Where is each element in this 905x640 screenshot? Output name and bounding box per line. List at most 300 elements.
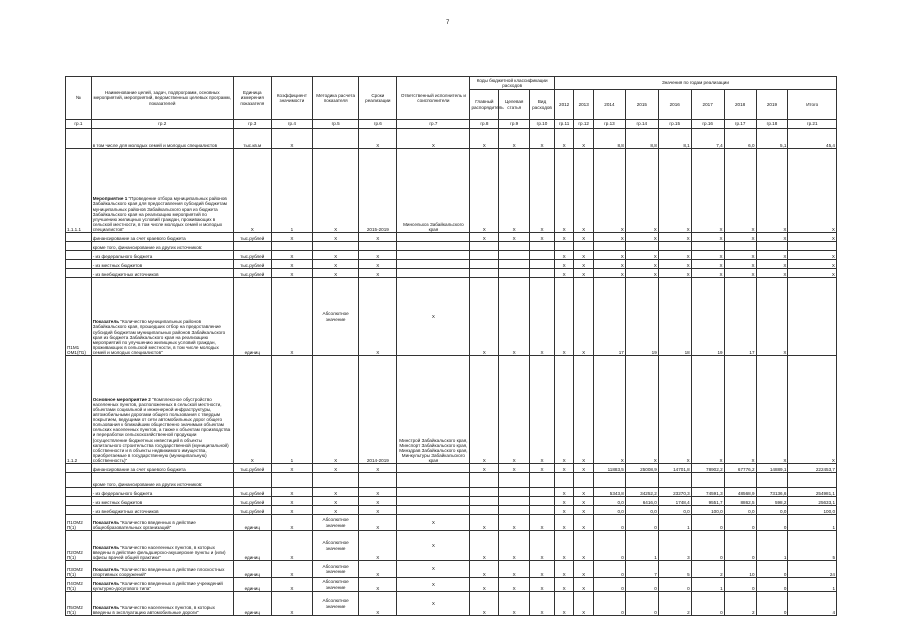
row-kbk-target: [499, 242, 530, 251]
row-year-value: X: [574, 233, 594, 242]
row-kbk-target: X: [499, 515, 530, 531]
row-coefficient: X: [271, 260, 312, 269]
row-period: X: [359, 233, 397, 242]
row-year-value: 0,0: [593, 506, 625, 515]
row-year-value: 8,1: [658, 129, 691, 149]
table-row: [66, 531, 837, 561]
column-number: гр.18: [756, 120, 788, 129]
row-year-value: [724, 473, 756, 488]
row-year-value: 1748,4: [658, 497, 691, 506]
row-period: X: [359, 531, 397, 561]
row-unit: единиц: [233, 531, 271, 561]
column-number: гр.21: [788, 120, 837, 129]
row-kbk-type: X: [530, 578, 555, 592]
row-executor: [397, 506, 470, 515]
row-total-value: X: [788, 233, 837, 242]
column-number: гр.7: [397, 120, 470, 129]
row-year-value: 0,0: [756, 506, 788, 515]
row-coefficient: X: [271, 278, 312, 356]
row-unit: единиц: [233, 578, 271, 592]
row-kbk-admin: [470, 473, 499, 488]
row-year-value: X: [574, 561, 594, 578]
row-executor: [397, 497, 470, 506]
row-year-value: 11883,5: [593, 464, 625, 473]
row-year-value: X: [593, 260, 625, 269]
row-year-value: 0: [724, 531, 756, 561]
row-year-value: X: [554, 592, 574, 616]
row-executor: [397, 473, 470, 488]
row-year-value: 17: [724, 278, 756, 356]
row-year-value: 34252,2: [625, 488, 658, 497]
row-year-value: 0: [756, 515, 788, 531]
row-coefficient: X: [271, 233, 312, 242]
row-year-value: X: [554, 260, 574, 269]
row-year-value: [658, 473, 691, 488]
table-row: [66, 356, 837, 464]
row-number: П5ОМ2 П(1): [66, 592, 92, 616]
row-year-value: X: [574, 269, 594, 278]
row-name: - из внебюджетных источников: [91, 506, 233, 515]
row-name: кроме того, финансирование из других источников:: [91, 473, 233, 488]
program-table: [65, 76, 837, 616]
row-kbk-admin: [470, 251, 499, 260]
row-year-value: 0,0: [724, 506, 756, 515]
row-year-value: 19: [691, 278, 724, 356]
row-year-value: X: [554, 464, 574, 473]
row-coefficient: X: [271, 578, 312, 592]
row-name: финансирование за счет краевого бюджета: [91, 464, 233, 473]
column-number: гр.17: [724, 120, 756, 129]
row-year-value: 0: [691, 592, 724, 616]
row-kbk-target: [499, 473, 530, 488]
row-year-value: X: [574, 356, 594, 464]
row-coefficient: X: [271, 464, 312, 473]
row-year-value: [554, 242, 574, 251]
header-kbk-admin: Главный распорядитель: [470, 90, 499, 120]
row-year-value: [554, 473, 574, 488]
row-method: X: [312, 356, 358, 464]
row-unit: [233, 242, 271, 251]
row-number: [66, 269, 92, 278]
column-number: гр.4: [271, 120, 312, 129]
table-row: [66, 251, 837, 260]
row-unit: тыс.рублей: [233, 260, 271, 269]
row-year-value: X: [691, 356, 724, 464]
row-year-value: 9551,7: [691, 497, 724, 506]
column-number: гр.14: [625, 120, 658, 129]
row-year-value: X: [593, 269, 625, 278]
row-year-value: X: [554, 488, 574, 497]
row-kbk-target: [499, 269, 530, 278]
row-year-value: X: [756, 269, 788, 278]
column-number: гр.10: [530, 120, 555, 129]
row-year-value: X: [724, 356, 756, 464]
row-total-value: 100,0: [788, 506, 837, 515]
row-year-value: [691, 242, 724, 251]
row-year-value: X: [691, 233, 724, 242]
row-unit: тыс.рублей: [233, 233, 271, 242]
row-executor: X: [397, 561, 470, 578]
row-name: Показатель "Количество введенных в действие плоскостных спортивных сооружений": [91, 561, 233, 578]
row-year-value: X: [574, 592, 594, 616]
row-year-value: X: [574, 149, 594, 233]
row-year-value: X: [625, 356, 658, 464]
row-total-value: 222453,7: [788, 464, 837, 473]
row-year-value: X: [625, 233, 658, 242]
table-row: [66, 473, 837, 488]
row-number: П3ОМ2 П(1): [66, 561, 92, 578]
row-year-value: 17: [593, 278, 625, 356]
table-row: [66, 464, 837, 473]
column-number: гр.3: [233, 120, 271, 129]
row-year-value: [658, 242, 691, 251]
row-period: X: [359, 129, 397, 149]
row-year-value: X: [593, 356, 625, 464]
row-kbk-admin: [470, 488, 499, 497]
column-number: гр.12: [574, 120, 594, 129]
row-kbk-type: X: [530, 278, 555, 356]
row-total-value: 1: [788, 578, 837, 592]
row-year-value: X: [658, 269, 691, 278]
row-year-value: X: [574, 531, 594, 561]
row-year-value: 0: [593, 578, 625, 592]
row-year-value: 7,4: [691, 129, 724, 149]
row-kbk-admin: [470, 269, 499, 278]
row-year-value: X: [658, 251, 691, 260]
table-row: [66, 269, 837, 278]
row-kbk-target: [499, 260, 530, 269]
page-number: 7: [446, 20, 450, 26]
table-row: [66, 578, 837, 592]
row-year-value: 48568,9: [724, 488, 756, 497]
row-method: X: [312, 464, 358, 473]
row-kbk-target: [499, 251, 530, 260]
row-year-value: [756, 242, 788, 251]
row-kbk-admin: [470, 497, 499, 506]
column-number: гр.13: [593, 120, 625, 129]
row-unit: тыс.рублей: [233, 464, 271, 473]
row-year-value: [593, 473, 625, 488]
row-number: [66, 233, 92, 242]
row-name: Основное мероприятие 2 "Комплексное обустройство населенных пунктов, расположенных в сельской местности, объектами социальной и инженерной инфраструктуры, автомобильными дорогами общего пользования с твердым покрытием, ведущими от сети автомобильных дорог общего пользования к ближайшим общественно значимым объектам сельских населенных пунктов, а также к объектам производства и переработки сельскохозяйственной продукции (осуществление бюджетных инвестиций в объекты капитального строительства государственной (муниципальной) собственности и в объекты недвижимого имущества, приобретаемые в государственную (муниципальную) собственность)": [91, 356, 233, 464]
row-year-value: 0: [625, 592, 658, 616]
row-year-value: 23270,3: [658, 488, 691, 497]
row-kbk-target: X: [499, 561, 530, 578]
column-numbers-row: [66, 120, 837, 129]
row-year-value: 0: [724, 578, 756, 592]
row-number: П1М1 ОМ1(П1): [66, 278, 92, 356]
row-year-value: X: [691, 149, 724, 233]
header-kbk: Коды бюджетной классификации расходов: [470, 77, 554, 90]
row-kbk-target: X: [499, 278, 530, 356]
row-year-value: X: [691, 269, 724, 278]
row-year-value: X: [554, 269, 574, 278]
row-number: [66, 242, 92, 251]
row-year-value: 598,2: [756, 497, 788, 506]
row-number: [66, 506, 92, 515]
row-year-value: [574, 473, 594, 488]
row-kbk-type: [530, 488, 555, 497]
row-year-value: X: [658, 233, 691, 242]
row-unit: единиц: [233, 592, 271, 616]
row-year-value: X: [574, 515, 594, 531]
row-year-value: X: [658, 149, 691, 233]
row-total-value: 5: [788, 531, 837, 561]
header-period: Сроки реализации: [359, 77, 397, 120]
row-coefficient: X: [271, 592, 312, 616]
table-row: [66, 592, 837, 616]
row-total-value: [788, 278, 837, 356]
header-executor: Ответственный исполнитель и соисполнители: [397, 77, 470, 120]
row-period: [359, 242, 397, 251]
row-year-value: X: [593, 251, 625, 260]
row-number: П1ОМ2 П(1): [66, 515, 92, 531]
row-total-value: 45,4: [788, 129, 837, 149]
row-executor: [397, 488, 470, 497]
row-year-value: X: [554, 497, 574, 506]
row-kbk-type: X: [530, 149, 555, 233]
row-unit: X: [233, 149, 271, 233]
row-unit: тыс.рублей: [233, 269, 271, 278]
header-name: Наименование целей, задач, подпрограмм, основных мероприятий, мероприятий, ведомственных целевых программ, показателей: [91, 77, 233, 120]
row-year-value: [625, 473, 658, 488]
row-year-value: 78902,2: [691, 464, 724, 473]
row-kbk-admin: X: [470, 531, 499, 561]
row-year-value: X: [724, 269, 756, 278]
row-year-value: X: [658, 260, 691, 269]
row-year-value: 67776,2: [724, 464, 756, 473]
row-total-value: 4: [788, 592, 837, 616]
row-year-value: X: [554, 506, 574, 515]
row-period: X: [359, 578, 397, 592]
row-kbk-target: X: [499, 592, 530, 616]
row-year-value: 25008,9: [625, 464, 658, 473]
row-year-value: 19: [625, 278, 658, 356]
header-coef: Коэффициент значимости: [271, 77, 312, 120]
row-executor: X: [397, 515, 470, 531]
row-kbk-admin: X: [470, 561, 499, 578]
table-row: [66, 515, 837, 531]
row-year-value: [625, 242, 658, 251]
row-name: Показатель "Количество введенных в действие общеобразовательных организаций": [91, 515, 233, 531]
row-unit: единиц: [233, 278, 271, 356]
row-executor: X: [397, 278, 470, 356]
row-year-value: 0,0: [625, 506, 658, 515]
row-year-value: 0: [625, 578, 658, 592]
row-year-value: [724, 242, 756, 251]
row-year-value: X: [574, 497, 594, 506]
row-year-value: [756, 473, 788, 488]
row-year-value: 10: [724, 561, 756, 578]
header-year: 2019: [756, 90, 788, 120]
row-period: X: [359, 488, 397, 497]
table-row: [66, 260, 837, 269]
row-year-value: X: [691, 251, 724, 260]
row-kbk-type: X: [530, 129, 555, 149]
row-period: X: [359, 269, 397, 278]
column-number: гр.16: [691, 120, 724, 129]
row-kbk-type: [530, 497, 555, 506]
row-coefficient: X: [271, 129, 312, 149]
row-kbk-type: X: [530, 515, 555, 531]
row-name: в том числе для молодых семей и молодых специалистов: [91, 129, 233, 149]
row-year-value: 6416,0: [625, 497, 658, 506]
row-year-value: X: [574, 260, 594, 269]
row-method: [312, 242, 358, 251]
row-name: Мероприятие 1 "Проведение отбора муниципальных районов Забайкальского края для предоставления субсидий бюджетам муниципальных районов Забайкальского края из бюджета Забайкальского края на реализацию мероприятий по улучшению жилищных условий граждан, проживающих в сельской местности, в том числе молодых семей и молодых специалистов": [91, 149, 233, 233]
header-kbk-type: Вид расходов: [530, 90, 555, 120]
row-unit: тыс.кв.м: [233, 129, 271, 149]
row-year-value: X: [574, 278, 594, 356]
row-year-value: X: [574, 506, 594, 515]
row-name: Показатель "Количество муниципальных районов Забайкальского края, прошедших отбор на предоставление субсидий бюджетам муниципальных районов Забайкальского края из бюджета Забайкальского края на реализацию мероприятий по улучшению жилищных условий граждан, проживающих в сельской местности, в том числе молодых семей и молодых специалистов": [91, 278, 233, 356]
row-kbk-admin: X: [470, 464, 499, 473]
header-year: 2015: [625, 90, 658, 120]
row-number: [66, 488, 92, 497]
row-kbk-target: [499, 497, 530, 506]
row-unit: [233, 473, 271, 488]
row-number: [66, 464, 92, 473]
row-period: X: [359, 278, 397, 356]
row-number: [66, 497, 92, 506]
row-year-value: 2: [691, 561, 724, 578]
row-executor: [397, 269, 470, 278]
row-kbk-type: [530, 260, 555, 269]
row-year-value: 1: [625, 531, 658, 561]
row-period: 2014-2019: [359, 356, 397, 464]
row-period: [359, 473, 397, 488]
row-name: - из внебюджетных источников: [91, 269, 233, 278]
row-kbk-admin: [470, 242, 499, 251]
row-year-value: 14889,1: [756, 464, 788, 473]
row-year-value: X: [554, 149, 574, 233]
row-executor: X: [397, 578, 470, 592]
table-row: [66, 488, 837, 497]
row-year-value: 0,0: [593, 497, 625, 506]
row-year-value: X: [625, 251, 658, 260]
row-coefficient: X: [271, 561, 312, 578]
column-number: гр.5: [312, 120, 358, 129]
row-year-value: X: [756, 251, 788, 260]
row-year-value: X: [554, 278, 574, 356]
row-year-value: X: [756, 260, 788, 269]
row-executor: X: [397, 531, 470, 561]
row-kbk-type: X: [530, 561, 555, 578]
row-kbk-target: X: [499, 149, 530, 233]
row-kbk-admin: [470, 506, 499, 515]
row-method: X: [312, 149, 358, 233]
column-number: гр.11: [554, 120, 574, 129]
row-kbk-admin: X: [470, 592, 499, 616]
row-executor: X: [397, 129, 470, 149]
header-kbk-target: Целевая статья: [499, 90, 530, 120]
row-method: X: [312, 233, 358, 242]
row-name: - из местных бюджетов: [91, 497, 233, 506]
row-method: Абсолютное значение: [312, 531, 358, 561]
row-year-value: X: [756, 233, 788, 242]
table-row: [66, 506, 837, 515]
row-kbk-admin: X: [470, 233, 499, 242]
header-year: 2013: [574, 90, 594, 120]
row-kbk-type: [530, 251, 555, 260]
row-year-value: X: [554, 129, 574, 149]
row-kbk-target: X: [499, 464, 530, 473]
row-total-value: [788, 242, 837, 251]
row-year-value: 1: [756, 531, 788, 561]
row-coefficient: X: [271, 269, 312, 278]
row-name: - из местных бюджетов: [91, 260, 233, 269]
row-kbk-admin: [470, 260, 499, 269]
row-coefficient: [271, 473, 312, 488]
row-number: [66, 473, 92, 488]
row-kbk-admin: X: [470, 278, 499, 356]
row-kbk-target: X: [499, 531, 530, 561]
row-coefficient: [271, 242, 312, 251]
row-year-value: 0: [593, 592, 625, 616]
row-year-value: 0: [625, 515, 658, 531]
row-period: X: [359, 251, 397, 260]
row-period: X: [359, 497, 397, 506]
row-unit: единиц: [233, 515, 271, 531]
row-year-value: 2: [724, 592, 756, 616]
row-kbk-type: [530, 473, 555, 488]
row-year-value: 0: [691, 515, 724, 531]
row-number: П2ОМ2 П(1): [66, 531, 92, 561]
row-method: Абсолютное значение: [312, 578, 358, 592]
header-values: Значения по годам реализации: [554, 77, 836, 90]
header-total: Итого: [788, 90, 837, 120]
row-year-value: X: [554, 251, 574, 260]
column-number: гр.8: [470, 120, 499, 129]
row-number: 1.1.2: [66, 356, 92, 464]
header-year: 2012: [554, 90, 574, 120]
row-executor: [397, 464, 470, 473]
row-year-value: 73136,6: [756, 488, 788, 497]
row-year-value: 100,0: [691, 506, 724, 515]
row-year-value: 5343,8: [593, 488, 625, 497]
row-coefficient: X: [271, 506, 312, 515]
row-year-value: 0: [658, 578, 691, 592]
row-year-value: 5,1: [756, 129, 788, 149]
row-year-value: X: [724, 149, 756, 233]
table-row: [66, 242, 837, 251]
row-total-value: 25633,1: [788, 497, 837, 506]
row-method: X: [312, 260, 358, 269]
row-year-value: X: [554, 233, 574, 242]
row-name: кроме того, финансирование из других источников:: [91, 242, 233, 251]
header-year: 2016: [658, 90, 691, 120]
header-year: 2017: [691, 90, 724, 120]
row-kbk-target: X: [499, 233, 530, 242]
row-kbk-type: X: [530, 592, 555, 616]
row-kbk-target: X: [499, 578, 530, 592]
row-period: X: [359, 592, 397, 616]
row-year-value: [593, 242, 625, 251]
column-number: гр.9: [499, 120, 530, 129]
row-kbk-target: X: [499, 356, 530, 464]
row-year-value: 18: [658, 278, 691, 356]
row-kbk-target: [499, 488, 530, 497]
row-coefficient: 1: [271, 149, 312, 233]
row-method: X: [312, 269, 358, 278]
row-year-value: X: [756, 149, 788, 233]
row-year-value: X: [724, 251, 756, 260]
row-year-value: 0: [756, 561, 788, 578]
row-unit: тыс.рублей: [233, 488, 271, 497]
row-year-value: X: [756, 356, 788, 464]
row-year-value: X: [724, 260, 756, 269]
table-row: [66, 149, 837, 233]
